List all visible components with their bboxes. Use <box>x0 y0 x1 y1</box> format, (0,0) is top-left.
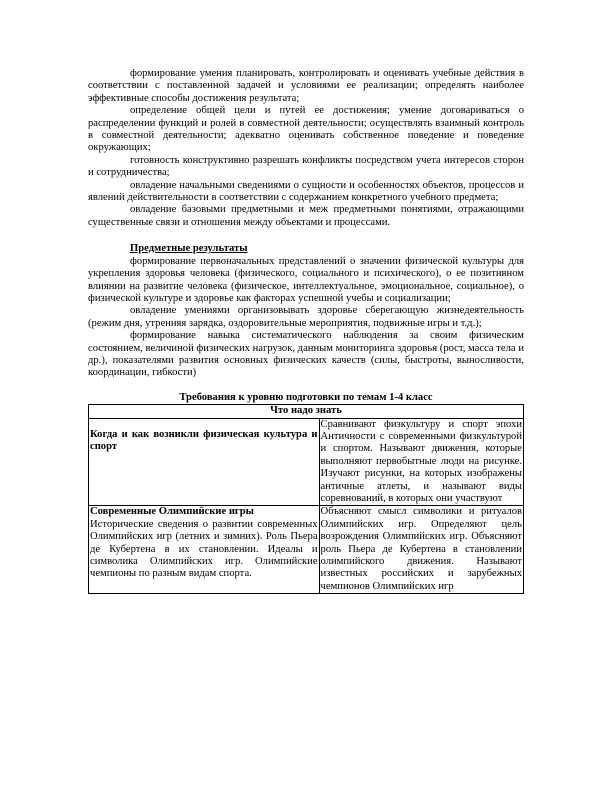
requirements-table <box>88 404 524 594</box>
table-header-row <box>89 405 524 418</box>
topic-title: Современные Олимпийские игры <box>90 506 254 518</box>
predmet-item: формирование первоначальных представлений о значении физической культуры для укрепления здоровья человека (физического, социального и психического), о ее позитивном влиянии на развитие человека (физическое, интеллектуальное, эмоциональное, социальное), о физической культуре и здоровье как факторах успешной учебы и социализации; <box>88 255 524 304</box>
knowledge-cell: Сравнивают физкультуру и спорт эпохи Античности с современными физкультурой и спортом. Называют движения, которые выполняют первобытные люди на рисунке. Изучают рисунки, на которых изображены античные атлеты, и называют виды соревнований, в которых они участвуют <box>320 418 522 504</box>
table-row <box>89 418 524 506</box>
metapredmet-item: овладение начальными сведениями о сущности и особенностях объектов, процессов и явлений действительности в соответствии с содержанием конкретного учебного предмета; <box>88 179 524 204</box>
topic-body: Исторические сведения о развитии современных Олимпийских игр (летних и зимних). Роль Пьера де Кубертена в их становлении. Идеалы и символика Олимпийских игр. Олимпийские чемпионы по разным видам спорта. <box>90 518 318 580</box>
predmet-item: формирование навыка систематического наблюдения за своим физическим состоянием, величиной физических нагрузок, данным мониторинга здоровья (рост, масса тела и др.), показателями развития основных физических качеств (силы, быстроты, выносливости, координации, гибкости) <box>88 330 524 379</box>
topic-cell <box>89 506 320 594</box>
metapredmet-item: овладение базовыми предметными и меж предметными понятиями, отражающими существенные связи и отношения между объектами и процессами. <box>88 204 524 228</box>
table-row <box>89 506 524 594</box>
predmet-heading: Предметные результаты <box>130 243 248 255</box>
metapredmet-item: формирование умения планировать, контролировать и оценивать учебные действия в соответствии с поставленной задачей и условиями ее реализации; определять наиболее эффективные способы достижения результата; <box>88 68 524 104</box>
document-page <box>88 68 524 594</box>
metapredmet-item: готовность конструктивно разрешать конфликты посредством учета интересов сторон и сотрудничества; <box>88 154 524 179</box>
topic-cell <box>89 418 320 506</box>
metapredmet-item: определение общей цели и путей ее достижения; умение договариваться о распределении функций и ролей в совместной деятельности; осуществлять взаимный контроль в совместной деятельности; адекватно оценивать собственное поведение и поведение окружающих; <box>88 105 524 154</box>
topic-title: Когда и как возникли физическая культура и спорт <box>90 428 318 452</box>
knowledge-cell: Объясняют смысл символики и ритуалов Олимпийских игр. Определяют цель возрождения Олимпийских игр. Объясняют роль Пьера де Кубертена в становлении олимпийского движения. Называют известных российских и зарубежных чемпионов Олимпийских игр <box>320 506 522 592</box>
predmet-item: овладение умениями организовывать здоровье сберегающую жизнедеятельность (режим дня, утренняя зарядка, оздоровительные мероприятия, подвижные игры и т.д.); <box>88 305 524 329</box>
column-header: Что надо знать <box>89 405 524 418</box>
requirements-title: Требования к уровню подготовки по темам 1-4 класс <box>179 391 433 403</box>
